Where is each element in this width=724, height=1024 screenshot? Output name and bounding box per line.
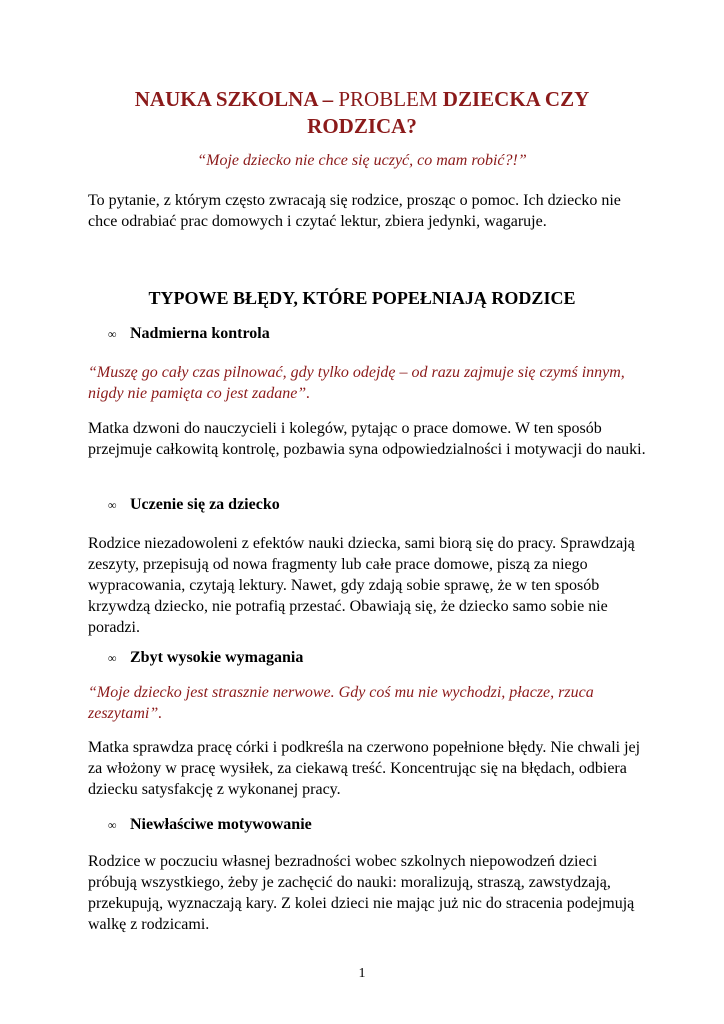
document-subtitle-quote: “Moje dziecko nie chce się uczyć, co mam robić?!” [197,152,527,169]
item-paragraph: Matka dzwoni do nauczycieli i kolegów, pytając o prace domowe. W ten sposób przejmuje całkowitą kontrolę, pozbawia syna odpowiedzialności i motywacji do nauki. [88,420,646,458]
infinity-bullet-icon: ∞ [108,818,117,832]
section-heading: TYPOWE BŁĘDY, KTÓRE POPEŁNIAJĄ RODZICE [148,288,576,308]
item-paragraph: Matka sprawdza pracę córki i podkreśla na czerwono popełnione błędy. Nie chwali jej za włożony w pracę wysiłek, za ciekawą treść. Koncentrując się na błędach, odbiera dziecku satysfakcję z wykonanej pracy. [88,739,641,798]
title-part-2: PROBLEM [338,87,443,111]
document-title [88,86,636,140]
infinity-bullet-icon: ∞ [108,498,117,512]
list-item-heading [108,324,270,344]
item-quote: “Muszę go cały czas pilnować, gdy tylko odejdę – od razu zajmuje się czymś innym, nigdy nie pamięta co jest zadane”. [88,364,625,402]
page-number: 1 [358,966,366,981]
infinity-bullet-icon: ∞ [108,327,117,341]
title-part-3: DZIECKA CZY RODZICA? [307,87,590,138]
item-quote: “Moje dziecko jest strasznie nerwowe. Gdy coś mu nie wychodzi, płacze, rzuca zeszytami”. [88,684,594,722]
infinity-bullet-icon: ∞ [108,651,117,665]
title-part-1: NAUKA SZKOLNA – [134,87,339,111]
list-item-heading [108,495,280,515]
list-item-heading [108,648,303,668]
list-item-label: Zbyt wysokie wymagania [130,649,304,666]
item-paragraph: Rodzice w poczuciu własnej bezradności wobec szkolnych niepowodzeń dzieci próbują wszystkiego, żeby je zachęcić do nauki: moralizują, straszą, zawstydzają, przekupują, wyznaczają kary. Z kolei dzieci nie mając już nic do stracenia podejmują walkę z rodzicami. [88,853,635,933]
intro-paragraph: To pytanie, z którym często zwracają się rodzice, prosząc o pomoc. Ich dziecko nie chce odrabiać prac domowych i czytać lektur, zbiera jedynki, wagaruje. [88,192,621,230]
list-item-label: Niewłaściwe motywowanie [130,816,312,833]
list-item-label: Nadmierna kontrola [130,325,270,342]
item-paragraph: Rodzice niezadowoleni z efektów nauki dziecka, sami biorą się do pracy. Sprawdzają zeszyty, przepisują od nowa fragmenty lub całe prace domowe, piszą za niego wypracowania, czytają lektury. Nawet, gdy zdają sobie sprawę, że w ten sposób krzywdzą dziecko, nie potrafią przestać. Obawiają się, że dziecko samo sobie nie poradzi. [88,535,635,636]
list-item-label: Uczenie się za dziecko [130,496,280,513]
list-item-heading [108,815,312,835]
